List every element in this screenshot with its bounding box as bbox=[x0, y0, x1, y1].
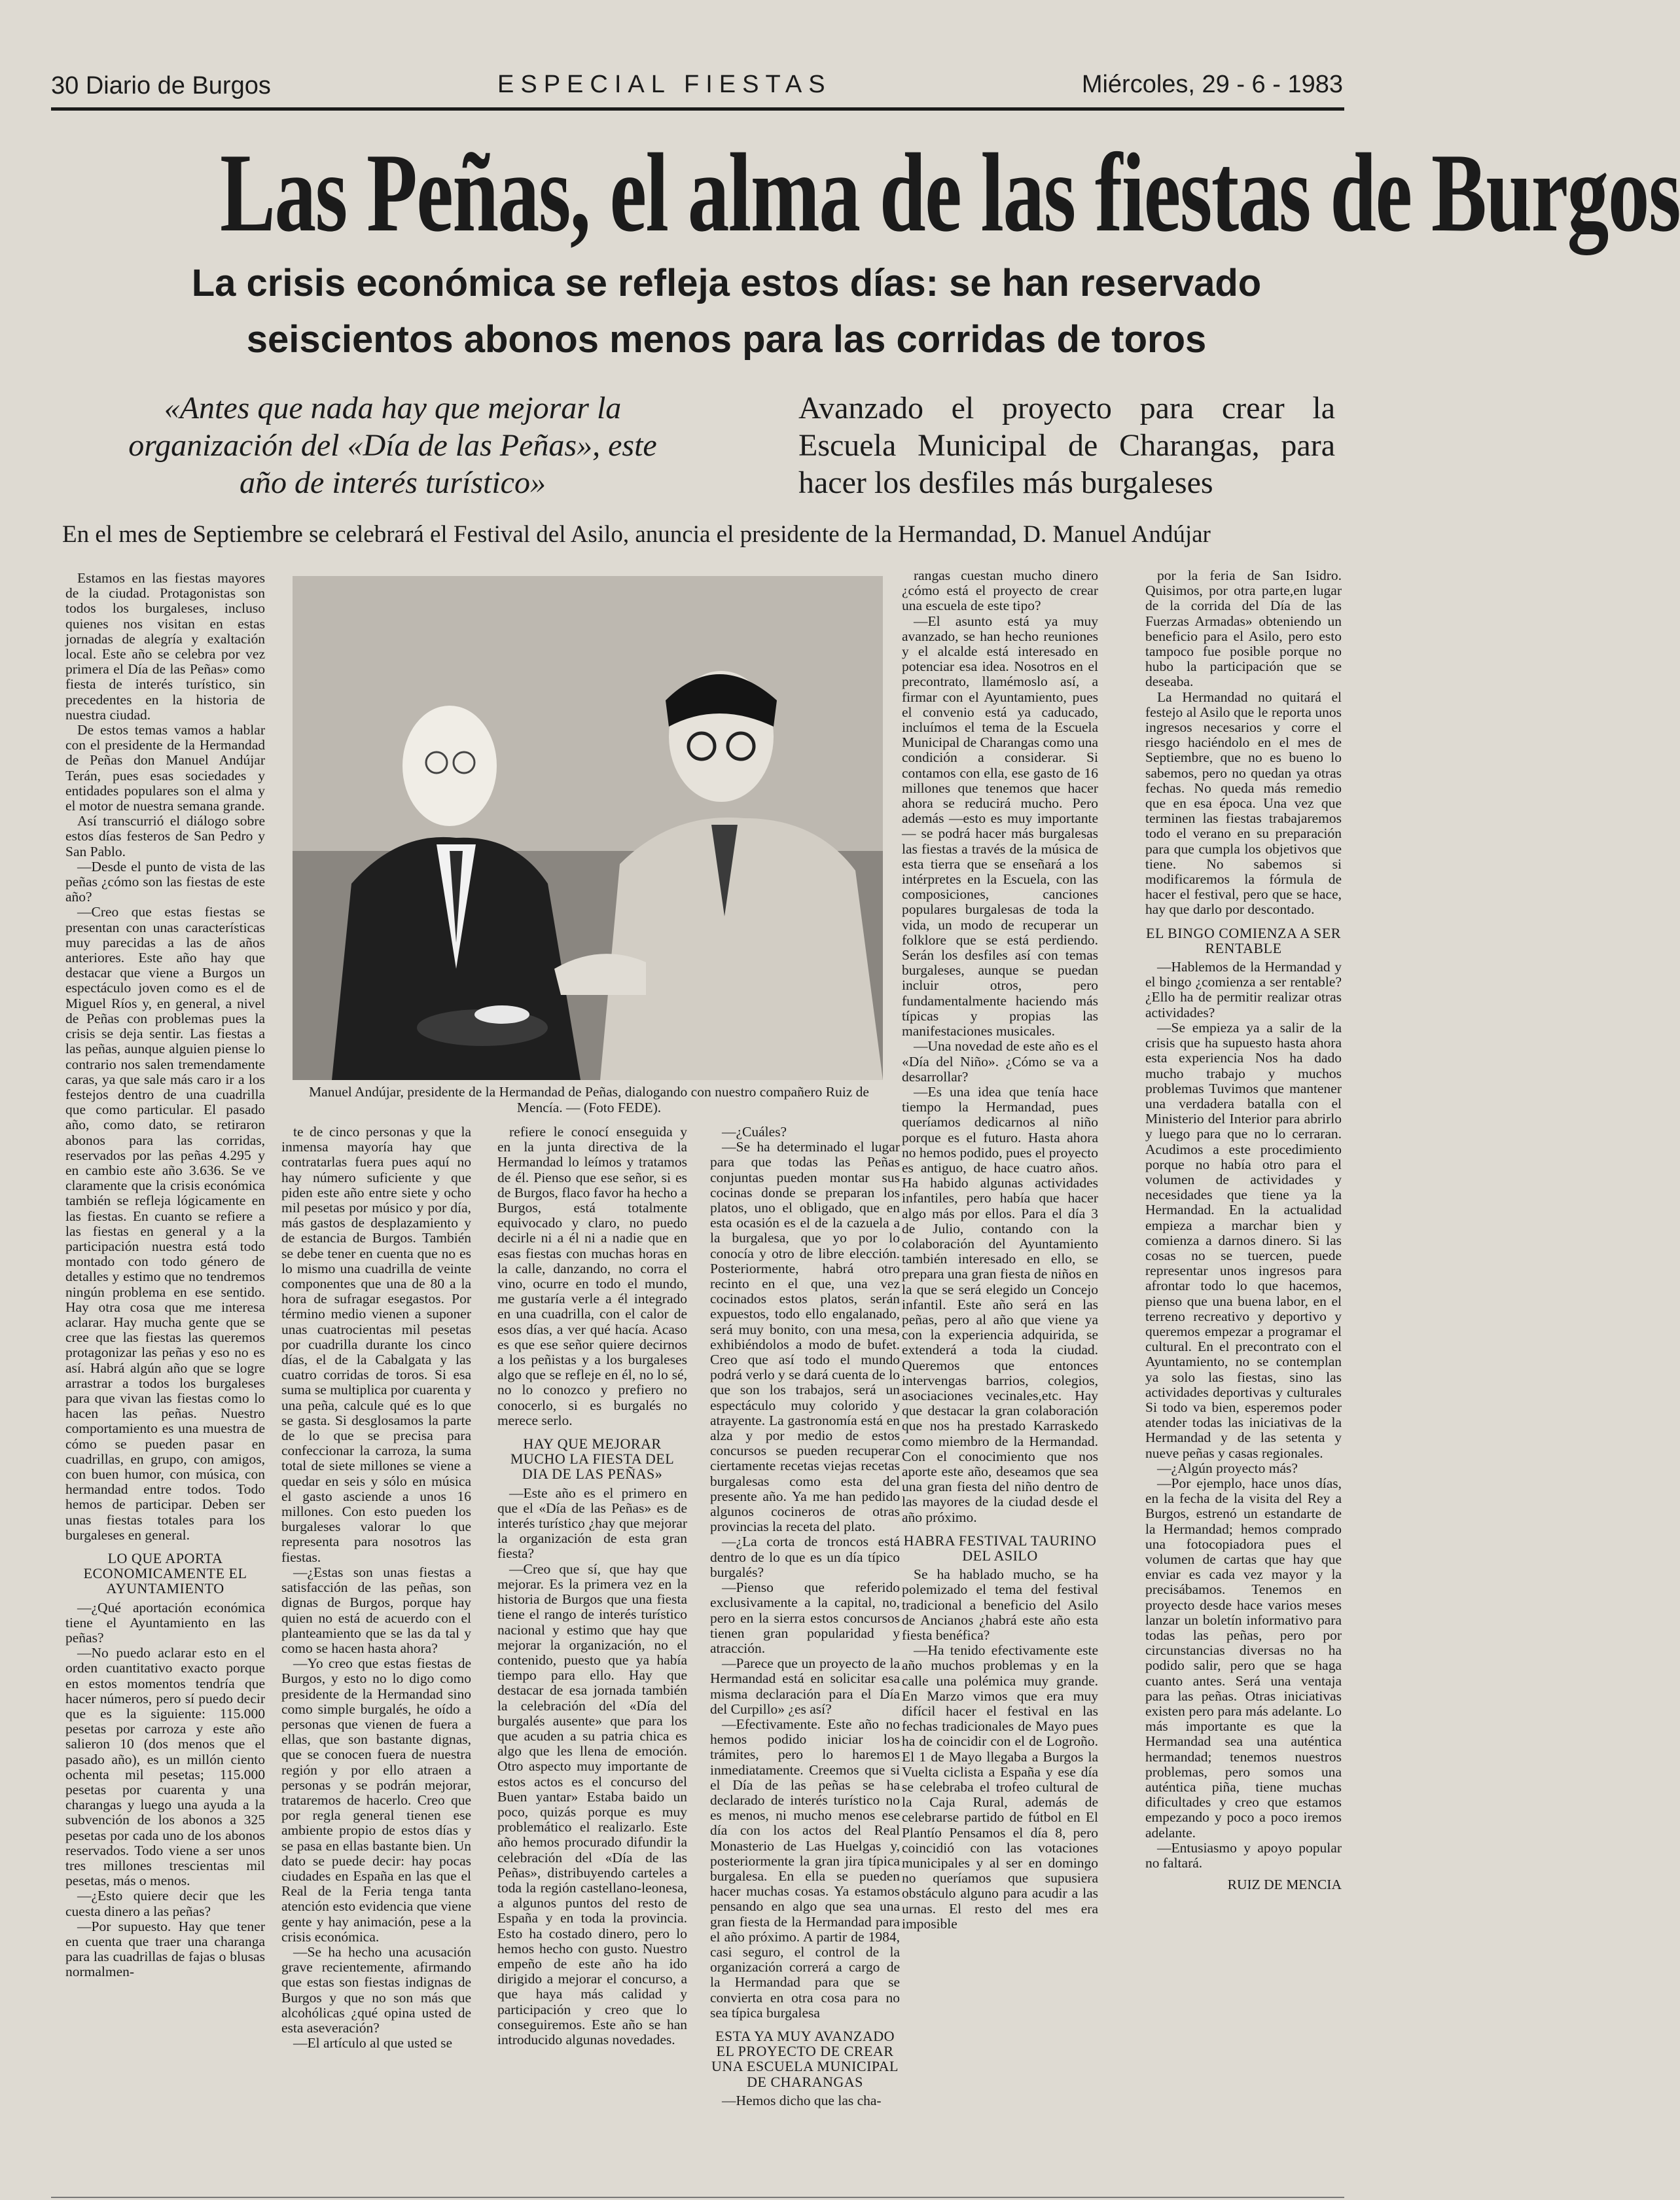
paragraph: —Hablemos de la Hermandad y el bingo ¿comienza a ser rentable? ¿Ello ha de permitir realizar otras actividades? bbox=[1145, 959, 1342, 1020]
section-heading: LO QUE APORTA ECONOMICAMENTE EL AYUNTAMIENTO bbox=[83, 1550, 247, 1597]
paragraph: —Efectivamente. Este año no hemos podido iniciar los trámites, pero lo haremos inmediatamente. Creemos que si el Día de las peñas se ha declarado de interés turístico no es menos, ni mucho menos ese día con los actos del Real Monasterio de Las Huelgas y, posteriormente la gran jira típica burgalesa. En ella se pueden hacer muchas cosas. Ya estamos pensando en algo que sea una gran fiesta de la Hermandad para el año próximo. A partir de 1984, casi seguro, el control de la organización correrá a cargo de la Hermandad para que se convierta en otra cosa para no sea típica burgalesa bbox=[710, 1716, 900, 2021]
paragraph: —Este año es el primero en que el «Día de las Peñas» es de interés turístico ¿hay que mejorar la organización de esta gran fiesta? bbox=[497, 1485, 687, 1562]
header-rule bbox=[51, 107, 1344, 111]
paragraph: —No puedo aclarar esto en el orden cuantitativo exacto porque en estos momentos tendría que hacer números, pero sí puedo decir que es la siguiente: 115.000 pesetas por carroza y este año salieron 10 (dos menos que el pasado año), es un millón ciento ochenta mil pesetas; 115.000 pesetas por cuarenta y una charangas y luego una ayuda a la subvención de los abonos a 325 pesetas por cada uno de los abonos reservados. Todo viene a ser unos tres millones trescientas mil pesetas, más o menos. bbox=[65, 1645, 265, 1889]
paragraph: —¿La corta de troncos está dentro de lo que es un día típico burgalés? bbox=[710, 1534, 900, 1580]
page-number: 30 Diario de Burgos bbox=[51, 72, 271, 99]
deck-left: «Antes que nada hay que mejorar la organización del «Día de las Peñas», este año de interés turístico» bbox=[128, 391, 657, 500]
paragraph: —Se ha hecho una acusación grave recientemente, afirmando que estas son fiestas indignas de Burgos y que no son más que alcohólicas ¿qué opina usted de esta aseveración? bbox=[281, 1943, 471, 2036]
paragraph: —Pienso que referido exclusivamente a la capital, no, pero en la sierra estos concursos tienen gran popularidad y atracción. bbox=[710, 1579, 900, 1656]
paragraph: —Se empieza ya a salir de la crisis que ha supuesto hasta ahora esta experiencia Nos ha dado mucho trabajo y muchos problemas Tuvimos que mantener una verdadera batalla con el Ministerio del Interior para abrirlo y luego para que no lo cerraran. Acudimos a este procedimiento porque no había otro para el volumen de actividades y necesidades que tiene ya la Hermandad. En la actualidad empieza a marchar bien y comienza a darnos dinero. Si las cosas no se tuercen, puede representar unos ingresos para afrontar todo lo que hacemos, pienso que una buena labor, en el terreno recreativo y deportivo y queremos empezar a programar el cultural. En el precontrato con el Ayuntamiento, no se contemplan ya solo las fiestas, sino las actividades deportivas y culturales Si todo va bien, esperemos poder atender todas las iniciativas de la Hermandad y de las setenta y nueve peñas y casas regionales. bbox=[1145, 1019, 1342, 1461]
paragraph: Estamos en las fiestas mayores de la ciudad. Protagonistas son todos los burgaleses, incluso quienes nos visitan en estas jornadas de alegría y exaltación local. Este año se celebra por vez primera el Día de las Peñas» como fiesta de interés turístico, sin precedentes en la historia de nuestra ciudad. bbox=[65, 570, 265, 723]
paragraph: —Creo que estas fiestas se presentan con unas características muy parecidas a las de años anteriores. Este año hay que destacar que viene a Burgos un espectáculo joven como es el de Miguel Ríos y, en general, a nivel de Peñas con problemas pues la crisis se deja sentir. Las fiestas a las peñas, aunque alguien piense lo contrario nos salen tremendamente caras, ya que sale más caro ir a los festejos dentro de una cuadrilla que como particular. El pasado año, como dato, se retiraron abonos para las corridas, reservados por las peñas 4.295 y en cambio este año 3.636. Se ve claramente que la crisis económica también se refleja lógicamente en las fiestas. En cuanto se refiere a las fiestas en general y a la participación nuestra está todo montado con todo género de detalles y estimo que no tendremos ningún problema en ese sentido. Hay otra cosa que me interesa aclarar. Hay mucha gente que se cree que las fiestas las queremos protagonizar las peñas y eso no es así. Habrá algún año que se logre arrastrar a todos los burgaleses para que vivan las fiestas como lo hacen las peñas. Nuestro comportamiento es una muestra de cómo se pueden pasar en cuadrillas, en grupo, con amigos, con buen humor, con música, con hermandad entre todos. Todo hemos de participar. Deben ser unas fiestas totales para los burgaleses en general. bbox=[65, 904, 265, 1543]
deck-right-line: hacer los desfiles más burgaleses bbox=[798, 465, 1213, 500]
article-column-6 bbox=[1145, 568, 1342, 2194]
article-column-1 bbox=[65, 571, 265, 2194]
paragraph: —¿Qué aportación económica tiene el Ayuntamiento en las peñas? bbox=[65, 1599, 265, 1646]
headline: Las Peñas, el alma de las fiestas de Burgos bbox=[220, 131, 1680, 255]
section-label: ESPECIAL FIESTAS bbox=[497, 71, 832, 98]
paragraph: La Hermandad no quitará el festejo al Asilo que le reporta unos ingresos necesarios y corre el riesgo haciéndolo en el mes de Septiembre, que no es bueno lo sabemos, pero no quedan ya otras fechas. No queda más remedio que en esa época. Una vez que terminen las fiestas trabajaremos todo el verano en su preparación para que cumpla los objetivos que tiene. No sabemos si modificaremos la fórmula de hacer el festival, pero que se hace, hay que darlo por descontado. bbox=[1145, 689, 1342, 918]
article-column-2 bbox=[281, 1125, 471, 2194]
article-column-3 bbox=[497, 1125, 687, 2194]
section-heading: EL BINGO COMIENZA A SER RENTABLE bbox=[1146, 924, 1341, 956]
photo-caption: Manuel Andújar, presidente de la Hermandad de Peñas, dialogando con nuestro compañero Ruiz de Mencía. — (Foto FEDE). bbox=[309, 1084, 869, 1115]
paragraph: Así transcurrió el diálogo sobre estos días festeros de San Pedro y San Pablo. bbox=[65, 813, 265, 859]
paragraph: —¿Cuáles? bbox=[722, 1124, 787, 1140]
paragraph: —Por supuesto. Hay que tener en cuenta que traer una charanga para las cuadrillas de fajas o blusas normalmen- bbox=[65, 1918, 265, 1980]
section-heading: ESTA YA MUY AVANZADO EL PROYECTO DE CREAR UNA ESCUELA MUNICIPAL DE CHARANGAS bbox=[711, 2027, 899, 2090]
paragraph: por la feria de San Isidro. Quisimos, por otra parte,en lugar de la corrida del Día de las Fuerzas Armadas» obteniendo un beneficio para el Asilo, pero esto tampoco fue posible porque no hubo la participación que se deseaba. bbox=[1145, 568, 1342, 690]
deck-right-line: Escuela Municipal de Charangas, para bbox=[798, 428, 1335, 463]
author-signature: RUIZ DE MENCIA bbox=[1227, 1877, 1342, 1893]
article-column-4 bbox=[710, 1125, 900, 2194]
footer-rule bbox=[51, 2197, 1344, 2198]
paragraph: —El asunto está ya muy avanzado, se han hecho reuniones y el alcalde está interesado en potenciar esa idea. Nosotros en el precontrato, llamémoslo así, a firmar con el Ayuntamiento, pues el convenio está ya caducado, incluímos el tema de la Escuela Municipal de Charangas como una condición a considerar. Si contamos con ella, ese gasto de 16 millones que tenemos que hacer ahora se reducirá mucho. Pero además —esto es muy importante— se podrá hacer más burgalesas las fiestas a través de la música de esta tierra que se enseñará a los intérpretes en la Escuela, con las composiciones, canciones populares burgalesas de toda la vida, un modo de recuperar un folklore que se está perdiendo. Serán los desfiles así con temas burgaleses, aunque se puedan incluir otros, pero fundamentalmente haciendo más típicas y propias las manifestaciones musicales. bbox=[902, 613, 1098, 1039]
deck-right-line: Avanzado el proyecto para crear la bbox=[798, 391, 1335, 425]
photo bbox=[293, 576, 883, 1080]
section-heading: HABRA FESTIVAL TAURINO DEL ASILO bbox=[903, 1532, 1097, 1564]
paragraph: —Se ha determinado el lugar para que todas las Peñas conjuntas pueden montar sus cocinas donde se preparan los platos, uno el obligado, que en esta ocasión es el de la cazuela a la burgalesa, que yo por lo conocía y otro de libre elección. Posteriormente, habrá otro recinto en el que, una vez cocinados estos platos, serán expuestos, todo ello engalanado, será muy bonito, con una mesa, exhibiéndolos a modo de bufet. Creo que así todo el mundo podrá verlo y se dará cuenta de lo que son los trabajos, será un espectáculo muy colorido y atrayente. La gastronomía está en alza y por medio de estos concursos se pueden recuperar ciertamente recetas viejas recetas burgalesas como esta del presente año. Ya me han pedido algunos cocineros de otras provincias la receta del plato. bbox=[710, 1139, 900, 1535]
paragraph: —Ha tenido efectivamente este año muchos problemas y en la calle una polémica muy grande. En Marzo vimos que era muy difícil hacer el festival en las fechas tradicionales de Mayo pues ha de coincidir con el de Logroño. El 1 de Mayo llegaba a Burgos la Vuelta ciclista a España y ese día se celebraba el trofeo cultural de la Caja Rural, además de celebrarse partido de fútbol en El Plantío Pensamos el día 8, pero coincidió con las votaciones municipales y al ser en domingo no queríamos que supusiera obstáculo alguno para acudir a las urnas. El resto del mes era imposible bbox=[902, 1642, 1098, 1932]
paragraph: —¿Esto quiere decir que les cuesta dinero a las peñas? bbox=[65, 1888, 265, 1919]
paragraph: De estos temas vamos a hablar con el presidente de la Hermandad de Peñas don Manuel Andújar Terán, pues esas sociedades y entidades populares son el alma y el motor de nuestra semana grande. bbox=[65, 722, 265, 814]
paragraph: —Hemos dicho que las cha- bbox=[722, 2092, 882, 2108]
paragraph: refiere le conocí enseguida y en la junta directiva de la Hermandad lo leímos y tratamos de él. Pienso que ese señor, si es de Burgos, flaco favor ha hecho a Burgos, está totalmente equivocado y claro, no puedo decirle ni a él ni a nadie que en esas fiestas con muchas horas en la calle, danzando, no corra el vino, ocurre en todo el mundo, me gustaría verle a él integrado en una cuadrilla, con el calor de esos días, a ver qué hacía. Acaso es que ese señor quiere decirnos a los peñistas y a los burgaleses algo que se refleje en él, no lo sé, no lo conozco y prefiero no conocerlo, si es burgalés no merece serlo. bbox=[497, 1124, 687, 1428]
paragraph: —Parece que un proyecto de la Hermandad está en solicitar esa misma declaración para el Día del Curpillo» ¿es así? bbox=[710, 1655, 900, 1717]
paragraph: —Una novedad de este año es el «Día del Niño». ¿Cómo se va a desarrollar? bbox=[902, 1038, 1098, 1085]
paragraph: te de cinco personas y que la inmensa mayoría hay que contratarlas fuera pues aquí no hay número suficiente y que piden este año entre siete y ocho mil pesetas por músico y por día, más gastos de desplazamiento y de estancia de Burgos. También se debe tener en cuenta que no es lo mismo una cuadrilla de veinte componentes que una de 80 a la hora de sufragar esegastos. Por término medio vienen a suponer unas cuatrocientas mil pesetas por cuadrilla durante los cinco días, el de la Cabalgata y las cuatro corridas de toros. Si esa suma se multiplica por cuarenta y una peña, calcule qué es lo que se gasta. Si desglosamos la parte de lo que se precisa para confeccionar la carroza, la suma total de siete millones se viene a quedar en seis y sólo en música el gasto asciende a unos 16 millones. Con esto pueden los burgaleses valorar lo que representa para nosotros las fiestas. bbox=[281, 1124, 471, 1565]
paragraph: rangas cuestan mucho dinero ¿cómo está el proyecto de crear una escuela de este tipo? bbox=[902, 568, 1098, 614]
paragraph: —¿Estas son unas fiestas a satisfacción de las peñas, son dignas de Burgos, porque hay quien no está de acuerdo con el planteamiento que se las da tal y como se hacen hasta ahora? bbox=[281, 1564, 471, 1656]
subheadline: La crisis económica se refleja estos días: se han reservado seiscientos abonos menos para las corridas de toros bbox=[191, 262, 1262, 361]
paragraph: —Desde el punto de vista de las peñas ¿cómo son las fiestas de este año? bbox=[65, 858, 265, 905]
paragraph: —¿Algún proyecto más? bbox=[1157, 1460, 1298, 1476]
paragraph: —Por ejemplo, hace unos días, en la fecha de la visita del Rey a Burgos, estrenó un estandarte de la Hermandad; hemos comprado una fotocopiadora pues el volumen de cartas que hay que enviar es cada vez mayor y la precisábamos. Tenemos en proyecto desde hace varios meses lanzar un boletín informativo para todas las peñas, pero por circunstancias diversas no ha podido salir, pero que se haga cuanto antes. Será una ventaja para las peñas. Otras iniciativas existen pero para más adelante. Lo más importante es que la Hermandad sea una auténtica hermandad; tenemos nuestros problemas, pero somos una auténtica piña, tiene muchas dificultades y creo que estamos empezando y poco a poco iremos adelante. bbox=[1145, 1475, 1342, 1841]
article-column-5 bbox=[902, 568, 1098, 2194]
deck-right bbox=[798, 389, 1335, 501]
section-heading: HAY QUE MEJORAR MUCHO LA FIESTA DEL DIA DE LAS PEÑAS» bbox=[510, 1435, 675, 1483]
paragraph: —Yo creo que estas fiestas de Burgos, y esto no lo digo como presidente de la Hermandad sino como simple burgalés, he oído a personas que vienen de fuera a ellas, que son bastante dignas, que se conocen fuera de nuestra región y por ello atraen a personas y se podrán mejorar, trataremos de hacerlo. Creo que por regla general tienen ese ambiente propio de estos días y se pasa en ellas bastante bien. Un dato se puede decir: hay pocas ciudades en España en las que el Real de la Feria tenga tanta atención esto evidencia que viene gente y hay animación, pese a la crisis económica. bbox=[281, 1655, 471, 1945]
paragraph: —El artículo al que usted se bbox=[293, 2035, 452, 2051]
paragraph: —Entusiasmo y apoyo popular no faltará. bbox=[1145, 1839, 1342, 1871]
paragraph: —Es una idea que tenía hace tiempo la Hermandad, pues queríamos dedicarnos al niño porque es el futuro. Hasta ahora no hemos podido, pues el proyecto es antiguo, de hace cuatro años. Ha habido algunas actividades infantiles, pero había que hacer algo más por ellos. Para el día 3 de Julio, contando con la colaboración del Ayuntamiento también interesado en ello, se prepara una gran fiesta de niños en la que se será elegido un Concejo infantil. Este año será en las peñas, pero al año que viene ya con la experiencia adquirida, se extenderá a toda la ciudad. Queremos que entonces intervengas barrios, colegios, asociaciones vecinales,etc. Hay que destacar la gran colaboración que nos ha prestado Karraskedo como miembro de la Hermandad. Con el conocimiento que nos aporte este año, deseamos que sea una gran fiesta del niño dentro de las mayores de la ciudad desde el año próximo. bbox=[902, 1083, 1098, 1525]
paragraph: —Creo que sí, que hay que mejorar. Es la primera vez en la historia de Burgos que una fiesta tiene el rango de interés turístico nacional y estimo que hay que mejorar la organización, no el contenido, puesto que ya había tiempo para ello. Hay que destacar de esa jornada también la celebración del «Día del burgalés ausente» que para los que acuden a su patria chica es algo que les llena de emoción. Otro aspecto muy importante de estos actos es el concurso del Buen yantar» Estaba baido un poco, quizás porque es muy problemático el realizarlo. Este año hemos procurado difundir la celebración del «Día de las Peñas», distribuyendo carteles a toda la región castellano-leonesa, a algunos puntos del resto de España y en toda la provincia. Esto ha costado dinero, pero lo hemos hecho con gusto. Nuestro empeño de este año ha ido dirigido a mejorar el concurso, a que haya más calidad y participación y creo que lo conseguiremos. Este año se han introducido algunas novedades. bbox=[497, 1560, 687, 2047]
photo-illustration bbox=[293, 576, 883, 1080]
paragraph: Se ha hablado mucho, se ha polemizado el tema del festival tradicional a beneficio del Asilo de Ancianos ¿habrá este año esta fiesta benéfica? bbox=[902, 1566, 1098, 1644]
issue-date: Miércoles, 29 - 6 - 1983 bbox=[1081, 71, 1343, 98]
kicker: En el mes de Septiembre se celebrará el Festival del Asilo, anuncia el presidente de la Hermandad, D. Manuel Andújar bbox=[62, 521, 1211, 548]
